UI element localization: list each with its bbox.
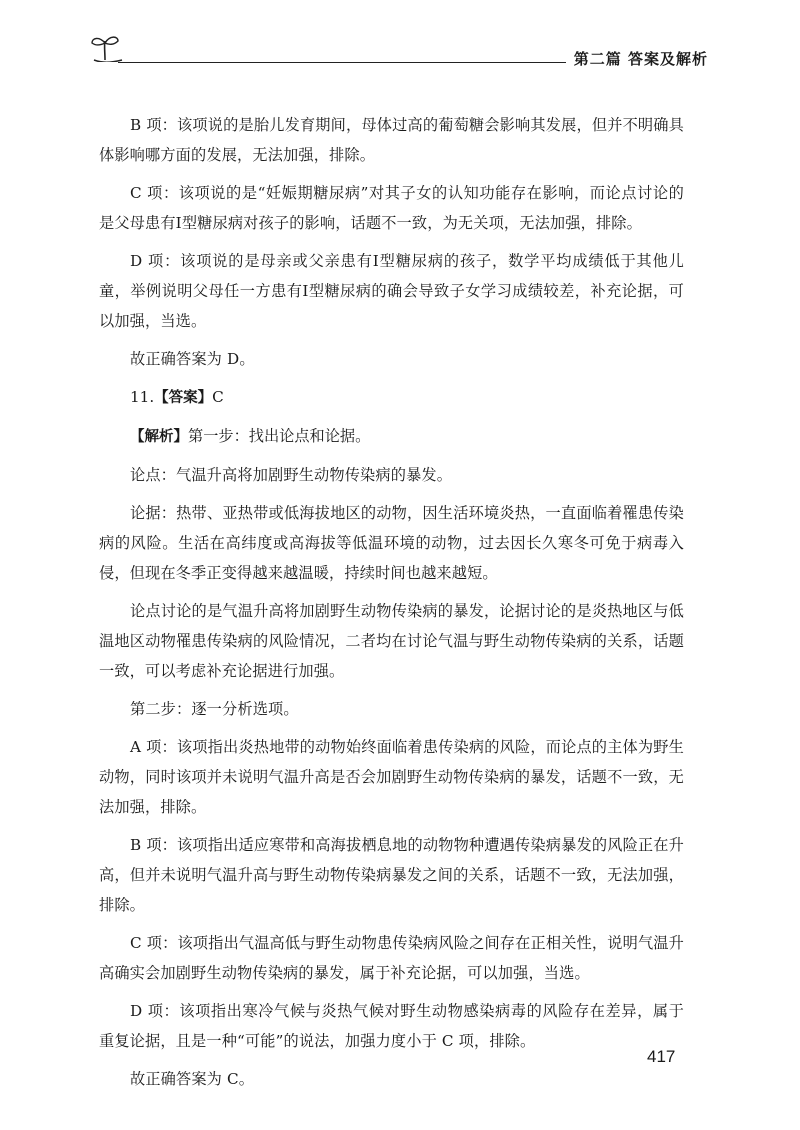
header-divider bbox=[118, 62, 566, 63]
paragraph-d-option: D 项：该项说的是母亲或父亲患有Ⅰ型糖尿病的孩子，数学平均成绩低于其他儿童，举例说明父母任一方患有Ⅰ型糖尿病的确会导致子女学习成绩较差，补充论据，可以加强，当选。 bbox=[99, 252, 684, 330]
sprout-icon bbox=[88, 32, 124, 62]
page-number: 417 bbox=[647, 1047, 676, 1066]
paragraph-c-option-2: C 项：该项指出气温高低与野生动物患传染病风险之间存在正相关性，说明气温升高确实会加剧野生动物传染病的暴发，属于补充论据，可以加强，当选。 bbox=[99, 934, 684, 982]
paragraph-b-option-2: B 项：该项指出适应寒带和高海拔栖息地的动物物种遭遇传染病暴发的风险正在升高，但并未说明气温升高与野生动物传染病暴发之间的关系，话题不一致，无法加强，排除。 bbox=[99, 836, 684, 914]
paragraph-discussion: 论点讨论的是气温升高将加剧野生动物传染病的暴发，论据讨论的是炎热地区与低温地区动物罹患传染病的风险情况，二者均在讨论气温与野生动物传染病的关系，话题一致，可以考虑补充论据进行加强。 bbox=[99, 602, 684, 680]
question-number: 11. bbox=[130, 388, 155, 406]
paragraph-evidence: 论据：热带、亚热带或低海拔地区的动物，因生活环境炎热，一直面临着罹患传染病的风险。生活在高纬度或高海拔等低温环境的动物，过去因长久寒冬可免于病毒入侵，但现在冬季正变得越来越温暖，持续时间也越来越短。 bbox=[99, 504, 684, 582]
paragraph-conclusion-2: 故正确答案为 C。 bbox=[130, 1070, 255, 1088]
page-content bbox=[99, 110, 684, 1102]
paragraph-conclusion: 故正确答案为 D。 bbox=[130, 350, 255, 368]
paragraph-b-option: B 项：该项说的是胎儿发育期间，母体过高的葡萄糖会影响其发展，但并不明确具体影响哪方面的发展，无法加强，排除。 bbox=[99, 116, 684, 164]
paragraph-c-option: C 项：该项说的是“妊娠期糖尿病”对其子女的认知功能存在影响，而论点讨论的是父母患有Ⅰ型糖尿病对孩子的影响，话题不一致，为无关项，无法加强，排除。 bbox=[99, 184, 684, 232]
paragraph-a-option: A 项：该项指出炎热地带的动物始终面临着患传染病的风险，而论点的主体为野生动物，同时该项并未说明气温升高是否会加剧野生动物传染病的暴发，话题不一致，无法加强，排除。 bbox=[99, 738, 684, 816]
paragraph-step-two: 第二步：逐一分析选项。 bbox=[130, 700, 299, 718]
answer-value: C bbox=[212, 388, 224, 406]
analysis-tag: 【解析】 bbox=[130, 429, 188, 445]
paragraph-d-option-2: D 项：该项指出寒冷气候与炎热气候对野生动物感染病毒的风险存在差异，属于重复论据，且是一种“可能”的说法，加强力度小于 C 项，排除。 bbox=[99, 1002, 684, 1050]
analysis-line bbox=[99, 421, 684, 452]
section-title: 第二篇 答案及解析 bbox=[573, 50, 708, 68]
page-header bbox=[88, 28, 708, 78]
paragraph-argument: 论点：气温升高将加剧野生动物传染病的暴发。 bbox=[130, 466, 453, 484]
analysis-text: 第一步：找出论点和论据。 bbox=[188, 427, 371, 445]
answer-tag: 【答案】 bbox=[154, 390, 213, 406]
answer-line bbox=[99, 382, 684, 413]
